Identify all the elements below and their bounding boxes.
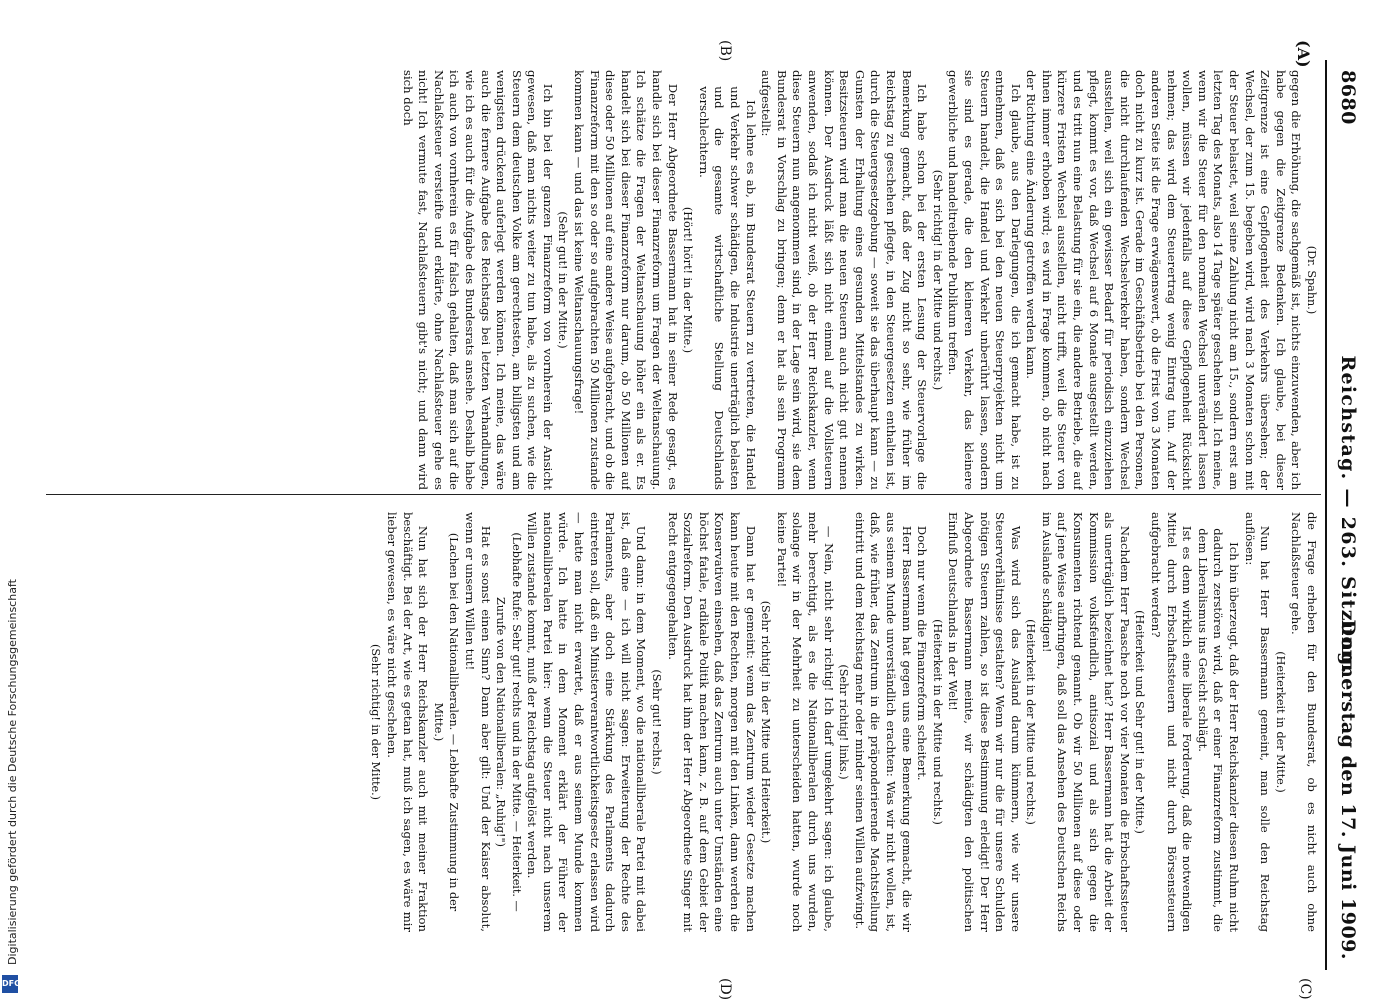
paragraph: Ich glaube, aus den Darlegungen, die ich gemacht habe, ist zu entnehmen, daß es sich bei den neuen Steuerprojekten nicht um Steuern handelt, die Handel und Verkehr unberührt lassen, sondern sie sind es gerade, die den kleineren Verkehr, das kleinere gewerbliche und handeltreibende Publikum treffen. [946,70,1023,490]
quotation: Ich bin überzeugt, daß der Herr Reichskanzler diesen Ruhm nicht dadurch zerstören wird, daß er einer Finanzreform zustimmt, die dem Liberalismus ins Gesicht schlägt. [1195,528,1242,932]
interjection: (Sehr gut! in der Mitte.) [556,211,570,349]
page-title: Reichstag. — 263. Sitzung. [1337,355,1359,675]
paragraph: gegen die Erhöhung, die sachgemäß ist, nichts einzuwenden, aber ich habe gegen die Zeitgrenze Bedenken. Ich glaube, bei dieser Zeitgrenze ist eine Gepflogenheit des Verkehrs übersehen; der Wechsel, der zum 15. begeben wird, wird nach 3 Monaten schon mit der Steuer belastet, weil seine Zahlung nicht am 15., sondern erst am letzten Tag des Monats, also 14 Tage später geschehen soll. Ich meine, wenn wir die Steuer für den normalen Wechsel unverändert lassen wollen, müssen wir jedenfalls auf diese Gepflogenheit Rücksicht nehmen; das wird dem Steuerertrag wenig Eintrag tun. Auf der anderen Seite ist die Frage erwägenswert, ob die Frist von 3 Monaten doch nicht zu kurz ist. Gerade im Geschäftsbetrieb bei den Personen, die nicht durchlaufenden Wechselverkehr haben, sondern Wechsel ausstellen, weil sich ein gewisser Bedarf für periodisch einzuziehen pflegt, kommt es vor, daß Wechsel auf 6 Monate ausgestellt werden, und es tritt nun eine Belastung für sie ein, die andere Betriebe, die auf kürzere Fristen Wechsel ausstellen, nicht trifft, weil die Steuer von ihnen immer erhoben wird; es wird in Frage kommen, ob nicht nach der Richtung eine Änderung getroffen werden kann. [1024,70,1304,490]
header-rule [1325,60,1327,970]
margin-letter-d: (D) [717,978,733,1000]
page-header [1331,60,1365,970]
interjection: (Heiterkeit und Sehr gut! in der Mitte.) [1133,610,1147,834]
interjection: (Sehr richtig! in der Mitte.) [369,643,383,801]
paragraph: Der Herr Abgeordnete Bassermann hat in seiner Rede gesagt, es handle sich bei dieser Finanzreform um Fragen der Weltanschauung. Ich schätze die Fragen der Weltanschauung höher ein als er. Es handelt sich bei dieser Finanzreform nur darum, ob 50 Millionen auf diese oder 50 Millionen auf eine andere Weise aufgebracht, und ob die Finanzreform mit den so oder so aufgebrachten 50 Millionen zustande kommen kann — und das ist keine Weltanschauungsfrage! [572,70,680,490]
session-date: Donnerstag den 17. Juni 1909. [1337,619,1359,960]
speaker-note: (Dr. Spahn.) [1305,245,1318,315]
paragraph: Nachdem Herr Paasche noch vor vier Monaten die Erbschaftssteuer als unerträglich bezeichnet hat? Herr Bassermann hat die Arbeit der Kommission volksfeindlich, antisozial und als sich gegen die Konsumenten richtend genannt. Ob wir 50 Millionen auf diese oder auf jene Weise aufbringen, daß soll das Ansehen des Deutschen Reichs im Auslande schädigen! [1039,512,1132,932]
paragraph: Ich habe schon bei der ersten Lesung der Steuervorlage die Bemerkung gemacht, daß der Zug nicht so sehr, wie früher im Reichstag zu geschehen pflegte, in den Steuergesetzen enthalten ist, durch die Steuergesetzgebung — soweit sie das überhaupt kann — zu Gunsten der Erhaltung eines gesunden Mittelstandes zu wirken. Besitzsteuern wird man die neuen Steuern auch nicht gut nennen können. Der Ausdruck läßt sich nicht einmal auf die Vollsteuern anwenden, sodaß ich nicht weiß, ob der Herr Reichskanzler, wenn diese Steuern nun angenommen sind, in der Lage sein wird, sie dem Bundesrat in Vorschlag zu bringen; denn er hat als sein Programm aufgestellt: [759,70,930,490]
paragraph: Doch nur wenn die Finanzreform scheitert. [915,525,930,781]
column-divider [46,494,1321,495]
interjection: (Lebhafte Rufe: Sehr gut! rechts und in der Mitte. — Heiterkeit. — Zurufe von den Nationalliberalen: „Ruhig!") [494,532,523,912]
page-number: 8680 [1337,70,1359,125]
margin-letter-b: (B) [717,40,733,62]
paragraph: Ich bin bei der ganzen Finanzreform von vornherein der Ansicht gewesen, daß man nichts weiter zu tun habe, als zu suchen, wie die Steuern dem deutschen Volke am gerechtesten, am billigsten und am wenigsten drückend auferlegt werden können. Ich meine, das wäre auch die fernere Aufgabe des Reichstags bei letzten Verhandlungen, wie ich es auch für die Aufgabe des Bundesrats ansehe. Deshalb habe ich auch von vornherein es für falsch gehalten, daß man sich auf die Nachlaßsteuer versteifte und erklärte, ohne Nachlaßsteuer gehe es nicht! Ich vermute fast, Nachlaßsteuern gibt's nicht; und dann wird sich doch [400,70,555,490]
paragraph: Nun hat sich der Herr Reichskanzler auch mit meiner Fraktion beschäftigt. Bei der Art, wie es getan hat, muß ich sagen, es wäre mir lieber gewesen, es wäre nicht geschehen. [384,512,431,932]
margin-letter-a: (A) [1294,40,1313,68]
paragraph: Herr Bassermann hat gegen uns eine Bemerkung gemacht, die wir aus seinem Munde unverständlich erachten: Was wir nicht wollen, ist, daß, wie früher, das Zentrum in die präponderierende Machtstellung eintritt und dem Reichstag mehr oder minder seinen Willen aufzwingt. [852,512,914,932]
interjection: (Heiterkeit in der Mitte und rechts.) [930,619,944,825]
credit-text: Digitalisierung gefördert durch die Deutsche Forschungsgemeinschaft [6,579,19,965]
dfg-logo: DFG [2,975,18,993]
paragraph: Nun hat Herr Bassermann gemeint, man solle den Reichstag auflösen: [1242,512,1273,932]
paragraph: Was wird sich das Ausland darum kümmern, wie wir unsere Steuerverhältnisse gestalten? Wenn wir nur die für unsere Schulden nötigen Steuern zahlen, so ist diese Bestimmung erledigt! Der Herr Abgeordnete Bassermann meinte, wir schädigten den politischen Einfluß Deutschlands in der Welt! [946,512,1023,932]
interjection: (Sehr richtig! in der Mitte und Heiterkeit.) [759,600,773,844]
left-column [49,70,1319,490]
quotation: Ich lehne es ab, im Bundesrat Steuern zu vertreten, die Handel und Verkehr schwer schädigen, die Industrie unerträglich belasten und die gesamte wirtschaftliche Stellung Deutschlands verschlechtern. [696,86,758,490]
paragraph: Und dann: in dem Moment, wo die nationalliberale Partei mit dabei ist, daß eine — ich will nicht sagen: Erweiterung der Rechte des Parlaments, aber doch eine Stärkung des Parlaments dadurch eintreten soll, daß ein Ministerverantwortlichkeitsgesetz erlassen wird — hatte man nicht erwartet, daß er aus seinem Munde kommen würde. Ich hatte in dem Moment erklärt der Führer der nationalliberalen Partei hier: wenn die Steuer nicht nach unserem Willen zustande kommt, muß der Reichstag aufgelöst werden. [525,512,649,932]
paragraph: Ist es denn wirklich eine liberale Forderung, daß die notwendigen Mittel durch Erbschaftssteuern und nicht durch Börsensteuern aufgebracht werden? [1149,512,1195,932]
paragraph: Hat es sonst einen Sinn? Dann aber gilt: Und der Kaiser absolut, wenn er unsern Willen tut! [462,512,493,932]
paragraph: die Frage erheben für den Bundesrat, ob es nicht auch ohne Nachlaßsteuer gehe. [1289,512,1319,932]
paragraph: Dann hat er gemeint: wenn das Zentrum wieder Gesetze machen kann heute mit den Rechten, morgen mit den Linken, dann werden die Konservativen einsehen, daß das Zentrum auch unter Umständen eine höchst fatale, radikale Politik machen kann, z. B. auf dem Gebiet der Sozialreform. Den Ausdruck hat ihm der Herr Abgeordnete Singer mit Recht entgegengehalten. [665,512,758,932]
interjection: (Sehr richtig! in der Mitte und rechts.) [930,169,944,391]
margin-letter-c: (C) [1297,978,1313,1000]
paragraph: — Nein, nicht sehr richtig! Ich darf umgekehrt sagen: ich glaube, mehr berechtigt, als es die Nationalliberalen durch uns wurden, solange wir in der Mehrheit zu unterscheiden hatten, wurde noch keine Partei! [774,512,836,932]
interjection: (Heiterkeit in der Mitte und rechts.) [1024,619,1038,825]
interjection: (Heiterkeit in der Mitte.) [1273,651,1287,793]
interjection: (Sehr gut! rechts.) [650,669,664,775]
digitization-credit [6,579,19,965]
interjection: (Hört! hört! in der Mitte.) [681,206,695,354]
right-column [49,512,1319,932]
interjection: (Lachen bei den Nationalliberalen. — Lebhafte Zustimmung in der Mitte.) [431,532,461,912]
interjection: (Sehr richtig! links.) [837,664,851,780]
